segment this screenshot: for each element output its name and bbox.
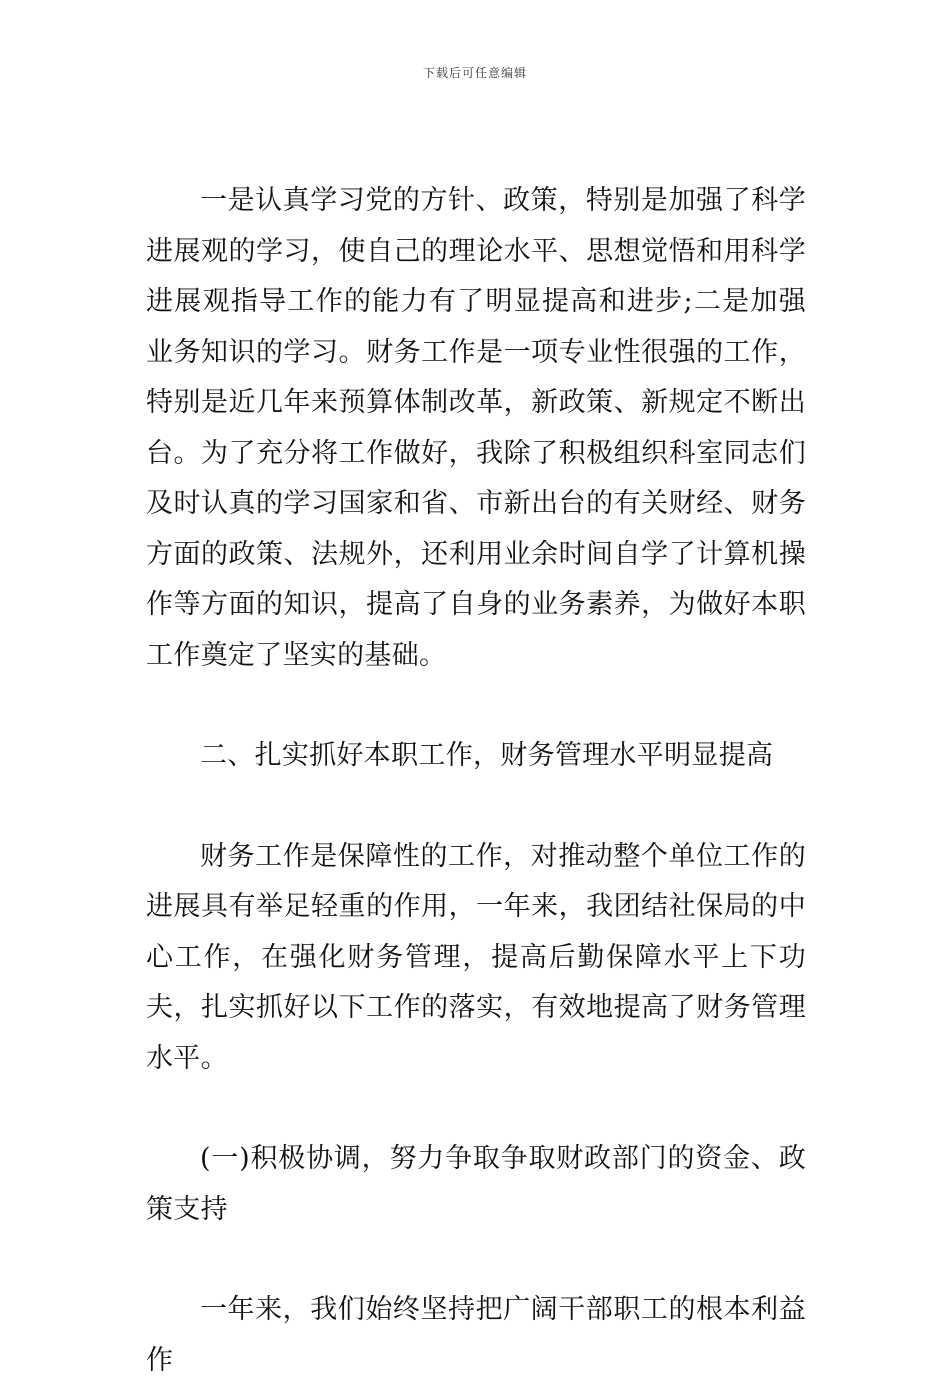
page-header: 下载后可任意编辑 [422,66,527,80]
paragraph-year-summary: 一年来，我们始终坚持把广阔干部职工的根本利益作 [146,1294,806,1376]
paragraph-study: 一是认真学习党的方针、政策，特别是加强了科学进展观的学习，使自己的理论水平、思想觉悟和用科学进展观指导工作的能力有了明显提高和进步;二是加强业务知识的学习。财务工作是一项专业性很强的工作，特别是近几年来预算体制改革，新政策、新规定不断出台。为了充分将工作做好，我除了积极组织科室同志们及时认真的学习国家和省、市新出台的有关财经、财务方面的政策、法规外，还利用业余时间自学了计算机操作等方面的知识，提高了自身的业务素养，为做好本职工作奠定了坚实的基础。 [146,185,806,671]
document-body [146,176,806,1386]
paragraph-finance-work: 财务工作是保障性的工作，对推动整个单位工作的进展具有举足轻重的作用，一年来，我团结社保局的中心工作，在强化财务管理，提高后勤保障水平上下功夫，扎实抓好以下工作的落实，有效地提高了财务管理水平。 [146,840,806,1074]
section-heading-two: 二、扎实抓好本职工作，财务管理水平明显提高 [200,740,774,771]
subsection-heading-one: (一)积极协调，努力争取争取财政部门的资金、政策支持 [146,1143,806,1225]
